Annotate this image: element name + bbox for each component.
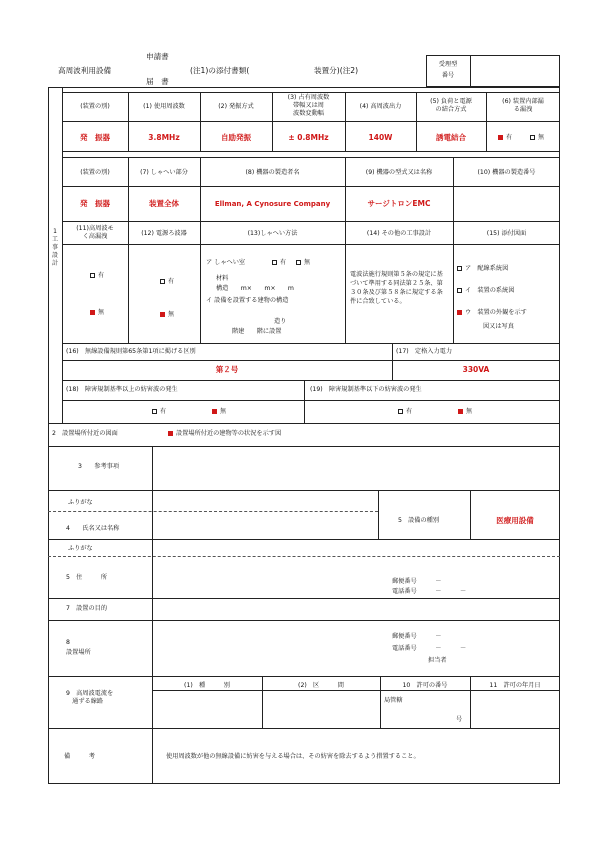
row4-header-16: (16) 無線設備規則第65条第1項に掲げる区別 <box>66 348 196 355</box>
row3-header-14: (14) その他の工事設計 <box>366 230 432 237</box>
row3-15-c[interactable]: ウ 装置の外観を示す <box>457 309 527 317</box>
receipt-label: 受理型 <box>438 61 458 68</box>
unchecked-box-icon <box>272 260 277 265</box>
unchecked-box-icon <box>457 288 462 293</box>
receipt-number-label: 番号 <box>441 72 455 79</box>
row3-13-made: 造り <box>274 318 287 325</box>
row3-13-shield-room: ア しゃへい室 <box>206 259 246 266</box>
row3-13-building: イ 設備を設置する建物の構造 <box>206 297 289 304</box>
row1-header-leak: (6) 装置内部漏 る漏洩 <box>502 98 544 113</box>
section8-postal: 郵便番号 － <box>392 633 442 640</box>
row1-header-bandwidth: (3) 占有周波数 帯幅又は周 波数変動幅 <box>287 94 330 117</box>
row3-13-yes[interactable]: 有 <box>272 259 286 267</box>
row1-oscillation: 自励発振 <box>221 133 251 142</box>
row3-15-c2: 図又は写真 <box>483 323 514 330</box>
row5-header-18: (18) 障害規制基準以上の妨害波の発生 <box>66 386 178 393</box>
row3-15-a[interactable]: ア 配線系統図 <box>457 265 508 273</box>
row1-coupling: 誘電結合 <box>436 133 466 142</box>
checked-box-icon <box>212 409 217 414</box>
row2-model: サージトロンEMC <box>367 199 431 208</box>
row1-device: 発 振器 <box>80 133 110 142</box>
section9-range: (2) 区 間 <box>298 682 344 689</box>
section5-type-value: 医療用設備 <box>496 516 534 525</box>
row3-header-13: (13)しゃへい方法 <box>247 230 298 237</box>
unchecked-box-icon <box>160 279 165 284</box>
checked-box-icon <box>160 312 165 317</box>
row3-header-11: (11)高周波モ く高漏洩 <box>76 225 114 240</box>
unchecked-box-icon <box>530 135 535 140</box>
unchecked-box-icon <box>457 266 462 271</box>
row1-header-output: (4) 高周波出力 <box>359 103 402 110</box>
checked-box-icon <box>458 409 463 414</box>
row1-output: 140W <box>368 133 393 142</box>
section8-label: 8 設置場所 <box>66 639 91 656</box>
section11-permit-date: 11 許可の年月日 <box>489 682 541 689</box>
row2-header-maker: (8) 機器の製造者名 <box>245 169 300 176</box>
section5-postal: 郵便番号 － <box>392 578 442 585</box>
section3-label: 3 参考事項 <box>78 463 120 470</box>
section10-number: 号 <box>456 716 463 723</box>
row2-device: 発 振器 <box>80 199 110 208</box>
section10-bureau: 局管轄 <box>384 697 403 704</box>
remarks-text: 使用周波数が他の無線設備に妨害を与える場合は、その妨害を除去するよう措置すること。 <box>166 753 420 760</box>
title-notification: 届 書 <box>146 77 169 86</box>
title-attachment: (注1)の添付書類( <box>190 66 250 75</box>
section5-label: 5 住 所 <box>66 574 108 581</box>
row1-leak-yes[interactable]: 有 <box>498 134 512 142</box>
section10-permit-number: 10 許可の番号 <box>402 682 448 689</box>
section4-furigana: ふりがな <box>68 499 93 506</box>
section7-label: 7 設置の目的 <box>66 605 108 612</box>
row3-13-size: 構造 m× m× m <box>216 285 294 292</box>
row5-18-yes[interactable]: 有 <box>152 408 166 416</box>
remarks-label: 備 考 <box>64 753 95 760</box>
section2-text: 設置場所付近の建物等の状況を示す図 <box>168 430 281 438</box>
row2-header-serial: (10) 機器の製造番号 <box>477 169 536 176</box>
section5-phone: 電話番号 － － <box>392 588 467 595</box>
section8-person: 担当者 <box>428 657 447 664</box>
row3-header-12: (12) 電源ろ波器 <box>141 230 187 237</box>
row3-14-text: 電波法施行規則第５条の規定に基づいて準用する同法第２５条、第３０条及び第５８条に規定する条件に合致している。 <box>350 271 443 305</box>
title-facility: 高周波利用設備 <box>58 66 112 75</box>
row3-13-material: 材料 <box>216 275 229 282</box>
row1-header-device: (装置の別) <box>80 103 110 110</box>
row2-maker: Ellman, A Cynosure Company <box>214 200 331 208</box>
section9-type: (1) 種 別 <box>184 682 230 689</box>
row4-power: 330VA <box>462 365 490 374</box>
title-device: 装置分)(注2) <box>314 66 359 75</box>
row3-12-no[interactable]: 無 <box>160 311 174 319</box>
row2-header-model: (9) 機器の型式又は名称 <box>365 169 433 176</box>
row3-13-no[interactable]: 無 <box>296 259 310 267</box>
row3-header-15: (15) 添付図面 <box>486 230 527 237</box>
section8-phone: 電話番号 － － <box>392 645 467 652</box>
checked-box-icon <box>90 310 95 315</box>
row4-header-17: (17) 定格入力電力 <box>396 348 453 355</box>
row3-13-floors: 階建 階に設置 <box>232 328 282 335</box>
row3-11-no[interactable]: 無 <box>90 309 104 317</box>
row1-frequency: 3.8MHz <box>148 133 180 142</box>
row2-shield: 装置全体 <box>149 199 179 208</box>
unchecked-box-icon <box>296 260 301 265</box>
row2-header-shield: (7) しゃへい部分 <box>140 169 188 176</box>
section5-type-label: 5 設備の種別 <box>398 517 440 524</box>
row1-header-oscillation: (2) 発振方式 <box>218 103 254 110</box>
receipt-box <box>426 55 560 87</box>
row5-header-19: (19) 障害規制基準以下の妨害波の発生 <box>310 386 422 393</box>
checked-box-icon <box>457 310 462 315</box>
unchecked-box-icon <box>90 273 95 278</box>
row1-header-coupling: (5) 負荷と電源 の結合方式 <box>430 98 472 113</box>
checked-box-icon <box>168 431 173 436</box>
row1-header-frequency: (1) 使用周波数 <box>143 103 185 110</box>
checked-box-icon <box>498 135 503 140</box>
row1-bandwidth: ± 0.8MHz <box>288 133 329 142</box>
section5-furigana: ふりがな <box>68 545 93 552</box>
row5-19-yes[interactable]: 有 <box>398 408 412 416</box>
section2-label: 2 設置場所付近の図面 <box>52 430 118 437</box>
row3-12-yes[interactable]: 有 <box>160 278 174 286</box>
row1-leak-no[interactable]: 無 <box>530 134 544 142</box>
row4-class: 第２号 <box>215 365 239 374</box>
row3-11-yes[interactable]: 有 <box>90 272 104 280</box>
row3-15-b[interactable]: イ 装置の系統図 <box>457 287 515 295</box>
section9-label: 9 高周波電流を 通ずる線路 <box>66 690 114 705</box>
row5-18-no[interactable]: 無 <box>212 408 226 416</box>
row5-19-no[interactable]: 無 <box>458 408 472 416</box>
unchecked-box-icon <box>398 409 403 414</box>
section1-label: 1 工 事 設 計 <box>51 228 58 267</box>
row2-header-device: (装置の別) <box>80 169 110 176</box>
title-application: 申請書 <box>146 52 169 61</box>
section4-label: 4 氏名又は名称 <box>66 525 120 532</box>
unchecked-box-icon <box>152 409 157 414</box>
